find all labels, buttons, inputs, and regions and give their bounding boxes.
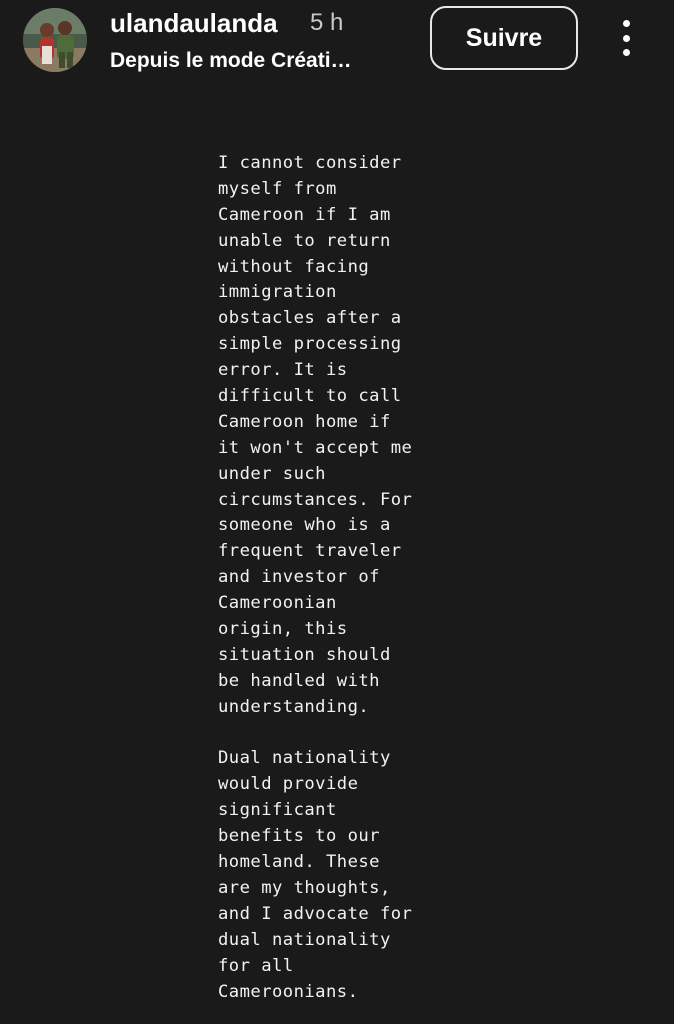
profile-photo-icon bbox=[23, 8, 87, 72]
story-text-line: dual nationality bbox=[218, 929, 391, 950]
story-text-block bbox=[218, 151, 458, 1005]
story-text-line: myself from bbox=[218, 178, 337, 199]
story-text-line: I cannot consider bbox=[218, 153, 402, 173]
story-text-line: homeland. These bbox=[218, 852, 380, 873]
story-text-line: under such bbox=[218, 463, 326, 484]
post-time: 5 h bbox=[310, 9, 344, 36]
story-text-line: it won't accept me bbox=[218, 437, 413, 458]
story-text-line: obstacles after a bbox=[218, 308, 402, 329]
story-text-line: and I advocate for bbox=[218, 903, 413, 924]
story-text-line: for all bbox=[218, 955, 294, 976]
story-text-line: error. It is bbox=[218, 360, 348, 381]
username[interactable]: ulandaulanda bbox=[110, 8, 278, 38]
story-text-line: Dual nationality bbox=[218, 748, 391, 769]
story-text-line: significant bbox=[218, 800, 337, 821]
story-text-line: difficult to call bbox=[218, 386, 402, 407]
story-text-line: Cameroon if I am bbox=[218, 204, 391, 225]
story-text-line: be handled with bbox=[218, 670, 380, 691]
ellipsis-dot bbox=[623, 20, 630, 27]
story-text-line: understanding. bbox=[218, 696, 370, 717]
story-text-line: Cameroonians. bbox=[218, 981, 359, 1002]
story-text-line: frequent traveler bbox=[218, 541, 402, 562]
story-text-line: are my thoughts, bbox=[218, 877, 391, 898]
story-text-line: and investor of bbox=[218, 567, 380, 588]
follow-button[interactable]: Suivre bbox=[430, 6, 578, 70]
story-text-line: simple processing bbox=[218, 334, 402, 355]
vertical-ellipsis-icon[interactable] bbox=[612, 18, 640, 58]
story-text-line: would provide bbox=[218, 774, 359, 795]
story-header bbox=[0, 0, 674, 90]
story-text-line: situation should bbox=[218, 644, 391, 665]
ellipsis-dot bbox=[623, 35, 630, 42]
avatar[interactable] bbox=[23, 8, 87, 72]
story-text-line: unable to return bbox=[218, 230, 391, 251]
story-text-line bbox=[218, 721, 458, 747]
story-text-line: Cameroonian bbox=[218, 593, 337, 614]
story-text-line: without facing bbox=[218, 256, 370, 277]
story-source-label[interactable]: Depuis le mode Créati… bbox=[110, 49, 352, 72]
story-text-line: Cameroon home if bbox=[218, 411, 391, 432]
story-text-line: circumstances. For bbox=[218, 489, 413, 510]
ellipsis-dot bbox=[623, 49, 630, 56]
story-text-line: origin, this bbox=[218, 619, 348, 640]
story-text-line: immigration bbox=[218, 282, 337, 303]
story-text-line: someone who is a bbox=[218, 515, 391, 536]
story-text-line: benefits to our bbox=[218, 826, 380, 847]
